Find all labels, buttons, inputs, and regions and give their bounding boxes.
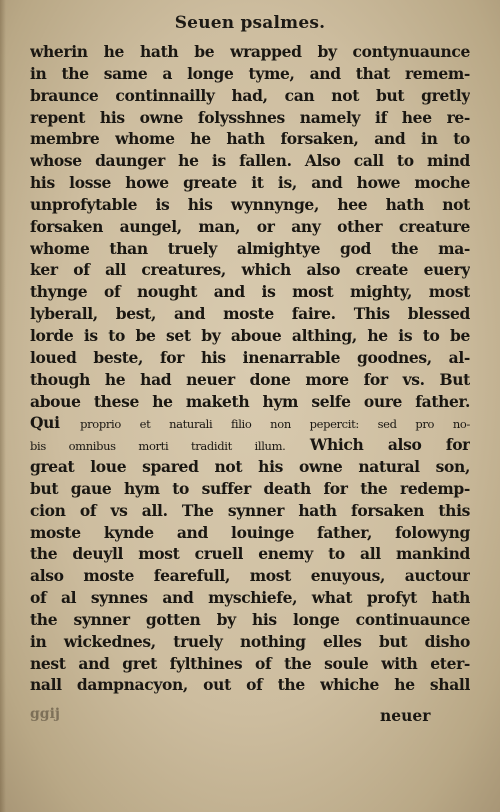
text-line: his losse howe greate it is, and howe moche bbox=[30, 173, 470, 193]
text-line: moste kynde and louinge father, folowyng bbox=[30, 522, 470, 542]
latin-quote-line bbox=[30, 412, 470, 434]
english-text: Which also for bbox=[309, 435, 470, 455]
text-block bbox=[30, 41, 470, 696]
text-line: unprofytable is his wynnynge, hee hath not bbox=[30, 194, 470, 214]
text-line: nall dampnacyon, out of the whiche he shall bbox=[30, 675, 470, 695]
text-line: the deuyll most cruell enemy to all mankind bbox=[30, 544, 470, 564]
text-line: of al synnes and myschiefe, what profyt hath bbox=[30, 588, 470, 608]
text-line: cion of vs all. The synner hath forsaken this bbox=[30, 500, 470, 520]
latin-quote-line bbox=[30, 434, 470, 456]
text-line: aboue these he maketh hym selfe oure father. bbox=[30, 391, 470, 411]
text-line: in wickednes, truely nothing elles but disho bbox=[30, 631, 470, 651]
text-line: great loue spared not his owne natural son, bbox=[30, 457, 470, 477]
text-line: wherin he hath be wrapped by contynuaunce bbox=[30, 42, 470, 61]
running-head: Seuen psalmes. bbox=[174, 13, 326, 33]
text-line: loued beste, for his inenarrable goodnes, al- bbox=[30, 347, 470, 367]
text-line: the synner gotten by his longe continuaunce bbox=[30, 609, 470, 629]
text-line: though he had neuer done more for vs. But bbox=[30, 369, 470, 389]
signature-mark: ggij bbox=[30, 706, 60, 722]
text-line: in the same a longe tyme, and that remem- bbox=[30, 63, 470, 83]
latin-quote-text: bis omnibus morti tradidit illum. bbox=[30, 439, 286, 454]
text-line: whose daunger he is fallen. Also call to mind bbox=[30, 151, 470, 171]
text-line: but gaue hym to suffer death for the redemp- bbox=[30, 478, 470, 498]
text-line: braunce continnailly had, can not but gretly bbox=[30, 85, 470, 105]
text-line: whome than truely almightye god the ma- bbox=[30, 238, 470, 258]
text-line: repent his owne folysshnes namely if hee re- bbox=[30, 107, 470, 127]
text-line: thynge of nought and is most mighty, most bbox=[30, 282, 470, 302]
text-line: nest and gret fylthines of the soule with eter- bbox=[30, 653, 470, 673]
text-line: ker of all creatures, which also create euery bbox=[30, 260, 470, 280]
catchword: neuer bbox=[380, 706, 431, 725]
latin-quote-text: proprio et naturali filio non pepercit: sed pro no- bbox=[80, 417, 470, 432]
text-line: also moste fearefull, most enuyous, auctour bbox=[30, 566, 470, 586]
latin-quote-initial: Qui bbox=[30, 413, 60, 433]
text-line: lyberall, best, and moste faire. This blessed bbox=[30, 304, 470, 324]
text-line: forsaken aungel, man, or any other creature bbox=[30, 216, 470, 236]
text-line: lorde is to be set by aboue althing, he is to be bbox=[30, 325, 470, 345]
text-line: membre whome he hath forsaken, and in to bbox=[30, 129, 470, 149]
